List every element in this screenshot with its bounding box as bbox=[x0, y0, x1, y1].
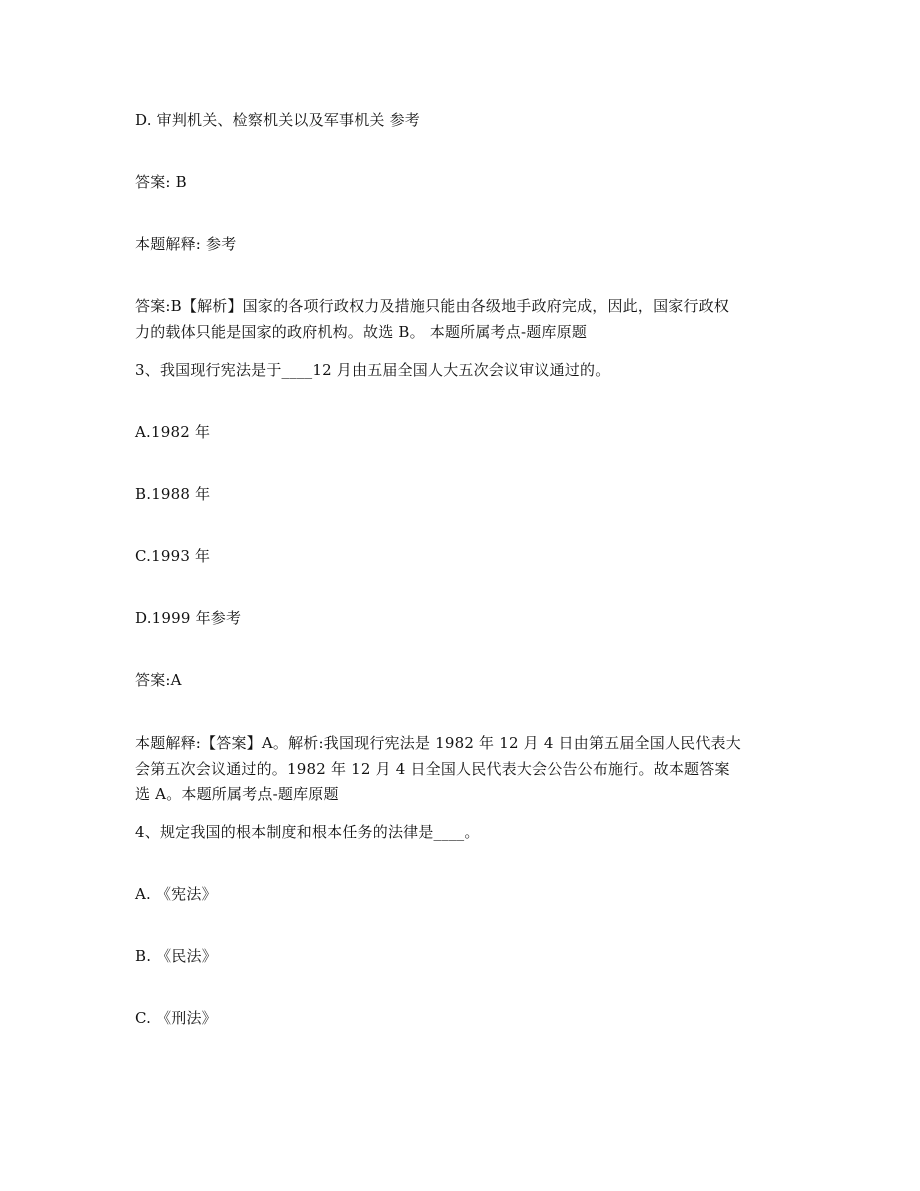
q2-explanation-line-2: 力的载体只能是国家的政府机构。故选 B。 本题所属考点-题库原题 bbox=[135, 323, 588, 341]
q3-option-b: B.1988 年 bbox=[135, 485, 211, 503]
q4-option-a: A. 《宪法》 bbox=[135, 885, 217, 903]
q3-option-a: A.1982 年 bbox=[135, 423, 211, 441]
q2-explanation-line-1: 答案:B【解析】国家的各项行政权力及措施只能由各级地手政府完成，因此，国家行政权 bbox=[135, 297, 730, 315]
q3-stem: 3、我国现行宪法是于____12 月由五届全国人大五次会议审议通过的。 bbox=[135, 361, 611, 379]
q4-option-c: C. 《刑法》 bbox=[135, 1009, 217, 1027]
q4-stem: 4、规定我国的根本制度和根本任务的法律是____。 bbox=[135, 823, 480, 841]
q3-explanation-line-2: 会第五次会议通过的。1982 年 12 月 4 日全国人民代表大会公告公布施行。故本题答案 bbox=[135, 760, 730, 778]
q3-explanation-line-1: 本题解释:【答案】A。解析:我国现行宪法是 1982 年 12 月 4 日由第五届全国人民代表大 bbox=[135, 734, 741, 752]
q2-explanation-label: 本题解释: 参考 bbox=[135, 235, 237, 253]
q3-answer: 答案:A bbox=[135, 671, 182, 689]
q3-explanation-line-3: 选 A。本题所属考点-题库原题 bbox=[135, 785, 339, 803]
q2-answer: 答案: B bbox=[135, 173, 187, 191]
q3-option-c: C.1993 年 bbox=[135, 547, 211, 565]
q3-option-d: D.1999 年参考 bbox=[135, 609, 242, 627]
q2-option-d: D. 审判机关、检察机关以及军事机关 参考 bbox=[135, 111, 420, 129]
q4-option-b: B. 《民法》 bbox=[135, 947, 217, 965]
